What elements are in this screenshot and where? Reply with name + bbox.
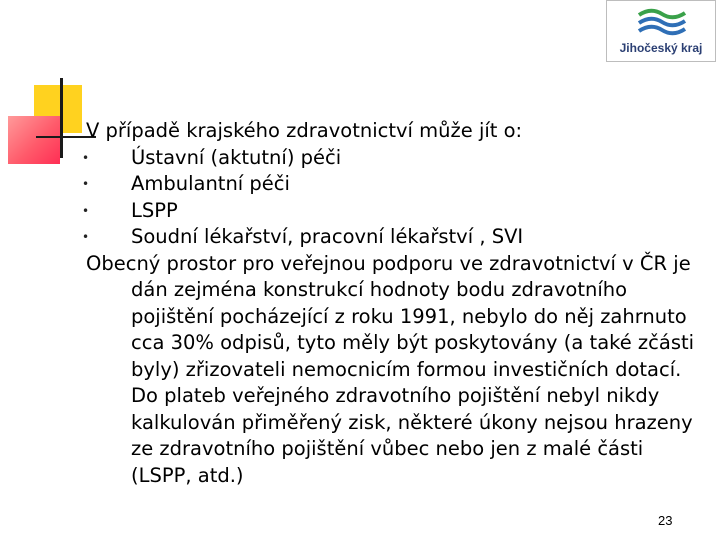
- bullet-item: [82, 224, 696, 251]
- body-paragraph: Obecný prostor pro veřejnou podporu ve zdravotnictví v ČR je dán zejména konstrukcí hodnoty bodu zdravotního pojištění pocházející z roku 1991, nebylo do něj zahrnuto cca 30% odpisů, tyto měly být poskytovány (a také zčásti byly) zřizovateli nemocnicím formou investičních dotací. Do plateb veřejného zdravotního pojištění nebyl nikdy kalkulován přiměřený zisk, některé úkony nejsou hrazeny ze zdravotního pojištění vůbec nebo jen z malé části (LSPP, atd.): [86, 251, 695, 487]
- intro-text: V případě krajského zdravotnictví může jít o:: [86, 119, 523, 142]
- bullet-item: [82, 145, 696, 172]
- jihocesky-kraj-logo: [606, 0, 716, 62]
- bullet-text: LSPP: [131, 198, 178, 222]
- page-number: 23: [658, 513, 673, 528]
- decorative-vertical-line: [60, 78, 63, 158]
- bullet-text: Soudní lékařství, pracovní lékařství , SVI: [131, 225, 524, 248]
- bullet-dot-icon: •: [82, 150, 90, 165]
- bullet-dot-icon: •: [82, 230, 90, 244]
- bullet-text: Ambulantní péči: [131, 172, 290, 195]
- decorative-red-square: [8, 116, 60, 164]
- bullet-dot-icon: •: [82, 177, 90, 191]
- bullet-item: [82, 198, 696, 225]
- logo-text: Jihočeský kraj: [619, 41, 703, 55]
- slide-content: [82, 118, 696, 489]
- bullet-text: Ústavní (aktutní) péči: [131, 145, 342, 169]
- logo-waves-icon: [637, 5, 687, 39]
- bullet-item: [82, 171, 696, 198]
- bullet-dot-icon: •: [82, 203, 90, 218]
- bullet-list: [82, 145, 696, 251]
